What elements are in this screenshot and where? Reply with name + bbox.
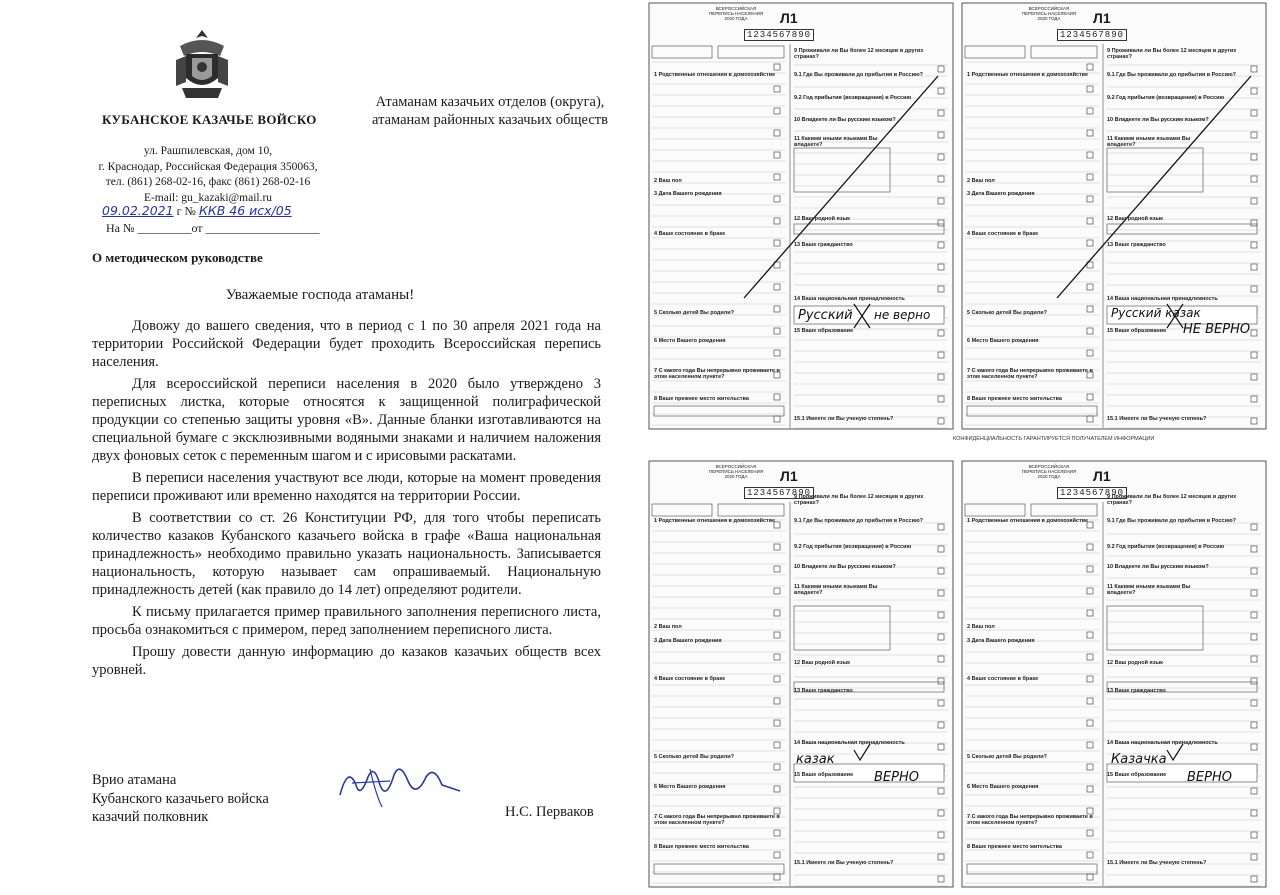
question-birth: 3 Дата Вашего рождения — [654, 191, 722, 197]
question-degree: 15.1 Имеете ли Вы ученую степень? — [1107, 416, 1207, 422]
checkbox — [1087, 544, 1093, 550]
question-education: 15 Ваше образование — [794, 772, 854, 778]
question-education: 15 Ваше образование — [1107, 772, 1167, 778]
checkbox — [774, 174, 780, 180]
checkbox — [1087, 874, 1093, 880]
address-line: г. Краснодар, Российская Федерация 350063, — [98, 160, 318, 173]
question-relation: 1 Родственные отношения в домохозяйстве — [967, 518, 1089, 524]
question-birthplace: 6 Место Вашего рождения — [967, 784, 1039, 790]
checkbox — [1251, 132, 1257, 138]
checkbox — [1087, 240, 1093, 246]
checkbox — [1251, 700, 1257, 706]
address-line: тел. (861) 268-02-16, факс (861) 268-02-16 — [105, 176, 311, 188]
checkbox — [938, 396, 944, 402]
checkbox — [938, 286, 944, 292]
census-form-samples — [648, 0, 1280, 895]
question-where: 9.1 Где Вы проживали до прибытия в Россию? — [794, 518, 924, 524]
question-children: 5 Сколько детей Вы родили? — [967, 310, 1047, 316]
checkbox — [1251, 396, 1257, 402]
salutation: Уважаемые господа атаманы! — [225, 287, 415, 303]
checkbox — [774, 350, 780, 356]
check-mark — [1167, 744, 1183, 760]
question-native: 12 Ваш родной язык — [1107, 660, 1163, 666]
checkbox — [938, 154, 944, 160]
checkbox — [1087, 152, 1093, 158]
checkbox — [938, 832, 944, 838]
answer-box — [1107, 224, 1257, 234]
form-number: 1234567890 — [1057, 29, 1127, 41]
checkbox — [1251, 154, 1257, 160]
checkbox — [1251, 176, 1257, 182]
form-number: 1234567890 — [744, 487, 814, 499]
form-header: ВСЕРОССИЙСКАЯ ПЕРЕПИСЬ НАСЕЛЕНИЯ 2020 ГОДА — [708, 6, 764, 21]
form-number: 1234567890 — [1057, 487, 1127, 499]
census-form — [961, 2, 1267, 430]
addressee-line: атаманам районных казачьих обществ — [372, 112, 608, 128]
checkbox — [1251, 264, 1257, 270]
checkbox — [1251, 524, 1257, 530]
question-birthplace: 6 Место Вашего рождения — [654, 338, 726, 344]
checkbox — [938, 352, 944, 358]
addressee-line: Атаманам казачьих отделов (округа), — [375, 94, 605, 110]
checkbox — [774, 544, 780, 550]
checkbox — [774, 720, 780, 726]
question-nationality: 14 Ваша национальная принадлежность — [1107, 296, 1218, 302]
checkbox — [774, 610, 780, 616]
checkbox — [774, 328, 780, 334]
checkbox — [774, 218, 780, 224]
address-box — [718, 46, 784, 58]
question-education: 15 Ваше образование — [1107, 328, 1167, 334]
question-prev: 8 Ваше прежнее место жительства — [654, 396, 749, 402]
checkbox — [1087, 654, 1093, 660]
letter-subject: О методическом руководстве — [92, 250, 263, 265]
census-form — [648, 460, 954, 888]
checkbox — [1087, 86, 1093, 92]
checkbox — [774, 654, 780, 660]
question-residence: 9 Проживали ли Вы более 12 месяцев в других странах? — [794, 494, 924, 506]
checkbox — [1087, 588, 1093, 594]
paragraph: В соответствии со ст. 26 Конституции РФ, для того чтобы переписать количество казаков Кубанского казачьего войска в графе «Ваша национальная принадлежность» необходимо правильно указать национальность. Записывается национальность, которую называет сам опрашиваемый. Национальную принадлежность детей (как правило до 14 лет) определяют родители. — [92, 510, 601, 598]
form-header: ВСЕРОССИЙСКАЯ ПЕРЕПИСЬ НАСЕЛЕНИЯ 2020 ГОДА — [1021, 464, 1077, 479]
question-birth: 3 Дата Вашего рождения — [967, 191, 1035, 197]
question-residence: 9 Проживали ли Вы более 12 месяцев в других странах? — [794, 48, 924, 60]
question-birth: 3 Дата Вашего рождения — [967, 638, 1035, 644]
handwritten-signature — [330, 755, 470, 815]
address-box — [965, 46, 1025, 58]
checkbox — [1087, 130, 1093, 136]
check-mark — [854, 744, 870, 760]
question-nationality: 14 Ваша национальная принадлежность — [794, 740, 905, 746]
form-title: Л1 — [1093, 10, 1111, 26]
question-languages: 11 Какими иными языками Вы владеете? — [1107, 584, 1191, 596]
checkbox — [774, 698, 780, 704]
paragraph: Для всероссийской переписи населения в 2020 было утверждено 3 переписных листка, которые относятся к защищенной полиграфической продукции со степенью защиты уровня «В». Данные бланки изготавливаются на специальной бумаге с эксклюзивными водяными знаками и наличием наложения двух фоновых сеток с переменным шагом и с ирисовыми раскатами. — [92, 376, 601, 464]
question-degree: 15.1 Имеете ли Вы ученую степень? — [794, 416, 894, 422]
outgoing-number-prefix: г № — [176, 204, 196, 218]
checkbox — [774, 130, 780, 136]
organization-address — [88, 144, 328, 206]
checkbox — [1251, 374, 1257, 380]
question-marital: 4 Ваше состояние в браке — [967, 231, 1039, 237]
question-relation: 1 Родственные отношения в домохозяйстве — [654, 72, 776, 78]
checkbox — [1087, 764, 1093, 770]
paragraph: Довожу до вашего сведения, что в период с 1 по 30 апреля 2021 года на территории Российской Федерации будет проходить Всероссийская перепись населения. — [92, 318, 601, 370]
checkbox — [938, 810, 944, 816]
confidentiality-note: КОНФИДЕНЦИАЛЬНОСТЬ ГАРАНТИРУЕТСЯ ПОЛУЧАТЕЛЕМ ИНФОРМАЦИИ — [953, 436, 1155, 442]
outgoing-number-value: ККВ 46 исх/05 — [198, 203, 292, 218]
cross-out-line — [1057, 76, 1251, 298]
question-children: 5 Сколько детей Вы родили? — [654, 310, 734, 316]
checkbox — [1251, 678, 1257, 684]
outgoing-number — [102, 203, 292, 219]
checkbox — [774, 566, 780, 572]
handwritten-nationality: казак — [796, 752, 835, 767]
question-where: 9.1 Где Вы проживали до прибытия в Россию? — [1107, 72, 1237, 78]
checkbox — [938, 264, 944, 270]
form-header: ВСЕРОССИЙСКАЯ ПЕРЕПИСЬ НАСЕЛЕНИЯ 2020 ГОДА — [1021, 6, 1077, 21]
checkbox — [774, 64, 780, 70]
census-form — [648, 2, 954, 430]
checkbox — [1251, 876, 1257, 882]
checkbox — [938, 88, 944, 94]
checkbox — [1251, 198, 1257, 204]
checkbox — [1251, 722, 1257, 728]
checkbox — [1087, 610, 1093, 616]
checkbox — [774, 284, 780, 290]
checkbox — [1087, 698, 1093, 704]
checkbox — [774, 852, 780, 858]
signatory-title-line: казачий полковник — [92, 809, 209, 825]
checkbox — [774, 108, 780, 114]
paragraph: Прошу довести данную информацию до казаков казачьих обществ всех уровней. — [92, 644, 601, 678]
checkbox — [1251, 832, 1257, 838]
question-prev: 8 Ваше прежнее место жительства — [967, 844, 1062, 850]
checkbox — [774, 588, 780, 594]
cross-out-line — [744, 76, 938, 298]
question-arrival: 9.2 Год прибытия (возвращения) в Россию — [794, 544, 912, 550]
question-birthplace: 6 Место Вашего рождения — [967, 338, 1039, 344]
checkbox — [938, 634, 944, 640]
outgoing-date: 09.02.2021 — [102, 203, 174, 218]
checkbox — [938, 612, 944, 618]
checkbox — [774, 240, 780, 246]
paragraph: В переписи населения участвуют все люди, которые на момент проведения переписи проживают или временно находятся на территории России. — [92, 470, 601, 504]
checkbox — [1251, 788, 1257, 794]
form-title: Л1 — [780, 10, 798, 26]
address-box — [965, 504, 1025, 516]
checkbox — [938, 198, 944, 204]
answer-box — [654, 406, 784, 416]
checkbox — [1087, 416, 1093, 422]
checkbox — [1251, 590, 1257, 596]
handwritten-verdict: НЕ ВЕРНО — [1183, 322, 1251, 337]
question-sex: 2 Ваш пол — [967, 178, 995, 184]
handwritten-verdict: не верно — [874, 308, 931, 322]
question-arrival: 9.2 Год прибытия (возвращения) в Россию — [1107, 95, 1225, 101]
handwritten-nationality: Казачка — [1111, 752, 1167, 767]
checkbox — [774, 152, 780, 158]
address-box — [718, 504, 784, 516]
answer-box — [794, 224, 944, 234]
question-residence: 9 Проживали ли Вы более 12 месяцев в других странах? — [1107, 494, 1237, 506]
checkbox — [938, 722, 944, 728]
checkbox — [1251, 352, 1257, 358]
checkbox — [1251, 88, 1257, 94]
question-since: 7 С какого года Вы непрерывно проживаете в этом населенном пункте? — [654, 368, 780, 380]
checkbox — [1087, 64, 1093, 70]
question-citizenship: 13 Ваше гражданство — [1107, 688, 1166, 694]
question-citizenship: 13 Ваше гражданство — [1107, 242, 1166, 248]
question-languages: 11 Какими иными языками Вы владеете? — [794, 584, 878, 596]
addressee — [350, 93, 630, 129]
checkbox — [1251, 286, 1257, 292]
address-line: E-mail: gu_kazaki@mail.ru — [143, 191, 273, 204]
answer-box — [654, 864, 784, 874]
question-russian: 10 Владеете ли Вы русским языком? — [1107, 117, 1209, 123]
question-native: 12 Ваш родной язык — [794, 660, 850, 666]
checkbox — [774, 416, 780, 422]
checkbox — [938, 700, 944, 706]
question-residence: 9 Проживали ли Вы более 12 месяцев в других странах? — [1107, 48, 1237, 60]
checkbox — [938, 524, 944, 530]
address-box — [652, 504, 712, 516]
question-russian: 10 Владеете ли Вы русским языком? — [1107, 564, 1209, 570]
question-sex: 2 Ваш пол — [654, 624, 682, 630]
checkbox — [938, 590, 944, 596]
organization-name: КУБАНСКОЕ КАЗАЧЬЕ ВОЙСКО — [102, 112, 317, 127]
question-citizenship: 13 Ваше гражданство — [794, 242, 853, 248]
question-education: 15 Ваше образование — [794, 328, 854, 334]
question-arrival: 9.2 Год прибытия (возвращения) в Россию — [1107, 544, 1225, 550]
checkbox — [938, 876, 944, 882]
question-degree: 15.1 Имеете ли Вы ученую степень? — [1107, 860, 1207, 866]
coat-of-arms-icon — [172, 26, 232, 104]
checkbox — [1087, 328, 1093, 334]
question-nationality: 14 Ваша национальная принадлежность — [794, 296, 905, 302]
question-relation: 1 Родственные отношения в домохозяйстве — [967, 72, 1089, 78]
address-line: ул. Рашпилевская, дом 10, — [143, 145, 273, 157]
letter-body — [92, 317, 601, 683]
checkbox — [1087, 852, 1093, 858]
handwritten-nationality: Русский казак — [1111, 306, 1201, 320]
question-where: 9.1 Где Вы проживали до прибытия в Россию? — [794, 72, 924, 78]
signatory-title-line: Кубанского казачьего войска — [92, 790, 269, 807]
checkbox — [938, 788, 944, 794]
checkbox — [1251, 612, 1257, 618]
question-russian: 10 Владеете ли Вы русским языком? — [794, 117, 896, 123]
question-native: 12 Ваш родной язык — [794, 216, 850, 222]
checkbox — [1087, 108, 1093, 114]
question-russian: 10 Владеете ли Вы русским языком? — [794, 564, 896, 570]
question-marital: 4 Ваше состояние в браке — [967, 676, 1039, 682]
incoming-number: На № _________от ___________________ — [106, 221, 320, 235]
question-languages: 11 Какими иными языками Вы владеете? — [794, 136, 878, 148]
handwritten-verdict: ВЕРНО — [1187, 770, 1232, 785]
checkbox — [774, 742, 780, 748]
checkbox — [774, 86, 780, 92]
question-sex: 2 Ваш пол — [967, 624, 995, 630]
checkbox — [774, 874, 780, 880]
question-citizenship: 13 Ваше гражданство — [794, 688, 853, 694]
question-native: 12 Ваш родной язык — [1107, 216, 1163, 222]
question-arrival: 9.2 Год прибытия (возвращения) в Россию — [794, 95, 912, 101]
checkbox — [1087, 174, 1093, 180]
question-relation: 1 Родственные отношения в домохозяйстве — [654, 518, 776, 524]
checkbox — [1087, 218, 1093, 224]
question-marital: 4 Ваше состояние в браке — [654, 676, 726, 682]
answer-box — [794, 606, 890, 650]
checkbox — [938, 374, 944, 380]
question-languages: 11 Какими иными языками Вы владеете? — [1107, 136, 1191, 148]
checkbox — [1251, 634, 1257, 640]
form-header: ВСЕРОССИЙСКАЯ ПЕРЕПИСЬ НАСЕЛЕНИЯ 2020 ГОДА — [708, 464, 764, 479]
handwritten-verdict: ВЕРНО — [874, 770, 919, 785]
question-since: 7 С какого года Вы непрерывно проживаете в этом населенном пункте? — [967, 814, 1093, 826]
form-title: Л1 — [1093, 468, 1111, 484]
checkbox — [1087, 720, 1093, 726]
question-children: 5 Сколько детей Вы родили? — [654, 754, 734, 760]
signatory-name: Н.С. Перваков — [505, 804, 594, 820]
checkbox — [774, 830, 780, 836]
census-form — [961, 460, 1267, 888]
checkbox — [1087, 742, 1093, 748]
checkbox — [938, 110, 944, 116]
question-birthplace: 6 Место Вашего рождения — [654, 784, 726, 790]
checkbox — [938, 176, 944, 182]
checkbox — [1087, 350, 1093, 356]
question-children: 5 Сколько детей Вы родили? — [967, 754, 1047, 760]
answer-box — [967, 864, 1097, 874]
question-since: 7 С какого года Вы непрерывно проживаете в этом населенном пункте? — [654, 814, 780, 826]
question-sex: 2 Ваш пол — [654, 178, 682, 184]
signatory-title — [92, 771, 269, 827]
question-where: 9.1 Где Вы проживали до прибытия в Россию? — [1107, 518, 1237, 524]
question-prev: 8 Ваше прежнее место жительства — [654, 844, 749, 850]
answer-box — [1107, 606, 1203, 650]
checkbox — [1087, 830, 1093, 836]
checkbox — [1087, 566, 1093, 572]
question-nationality: 14 Ваша национальная принадлежность — [1107, 740, 1218, 746]
signatory-title-line: Врио атамана — [92, 772, 177, 788]
question-birth: 3 Дата Вашего рождения — [654, 638, 722, 644]
question-marital: 4 Ваше состояние в браке — [654, 231, 726, 237]
address-box — [652, 46, 712, 58]
address-box — [1031, 46, 1097, 58]
checkbox — [938, 132, 944, 138]
form-number: 1234567890 — [744, 29, 814, 41]
checkbox — [1087, 284, 1093, 290]
question-degree: 15.1 Имеете ли Вы ученую степень? — [794, 860, 894, 866]
handwritten-nationality: Русский — [798, 308, 853, 323]
paragraph: К письму прилагается пример правильного заполнения переписного листа, просьба ознакомиться с примером, перед заполнением переписного листа. — [92, 604, 601, 638]
address-box — [1031, 504, 1097, 516]
answer-box — [967, 406, 1097, 416]
question-since: 7 С какого года Вы непрерывно проживаете в этом населенном пункте? — [967, 368, 1093, 380]
checkbox — [774, 764, 780, 770]
question-prev: 8 Ваше прежнее место жительства — [967, 396, 1062, 402]
checkbox — [1251, 810, 1257, 816]
checkbox — [1251, 110, 1257, 116]
form-title: Л1 — [780, 468, 798, 484]
checkbox — [938, 678, 944, 684]
